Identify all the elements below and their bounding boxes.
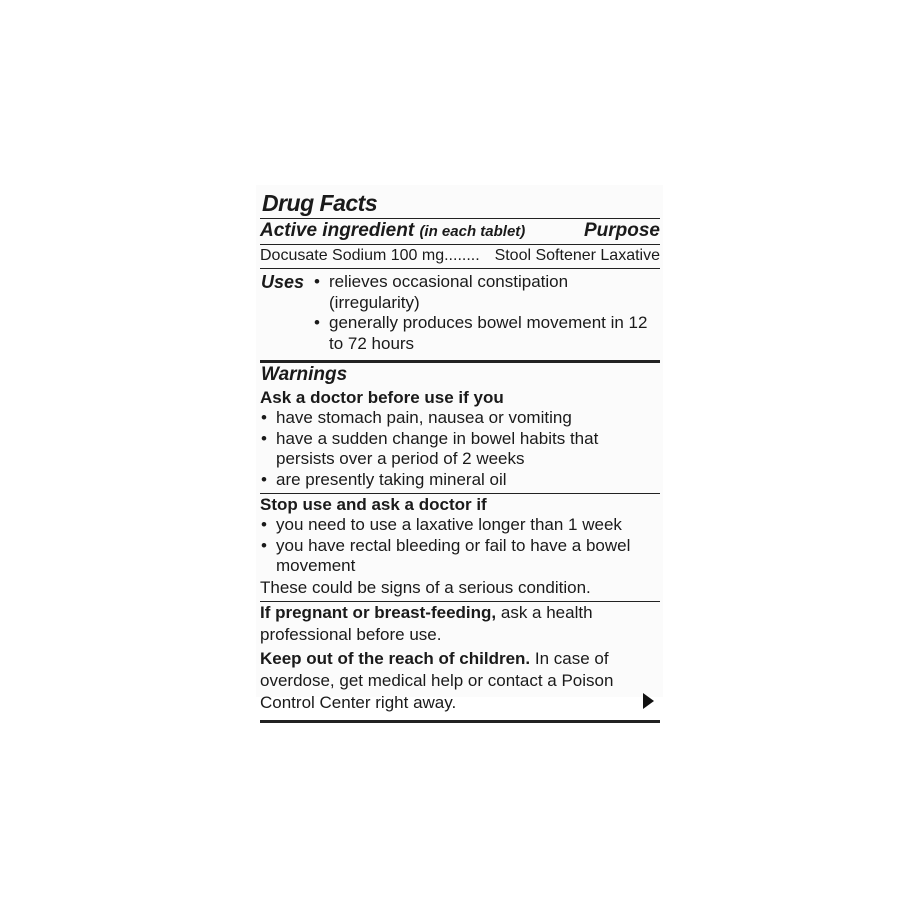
list-item: • have stomach pain, nausea or vomiting	[260, 408, 660, 429]
drug-facts-panel	[260, 185, 660, 723]
active-ingredient-header	[260, 219, 660, 244]
warnings-heading: Warnings	[261, 364, 348, 385]
list-item: • relieves occasional constipation (irregularity)	[313, 272, 660, 313]
list-item: • have a sudden change in bowel habits that persists over a period of 2 weeks	[260, 429, 660, 470]
uses-heading: Uses	[261, 272, 305, 292]
list-item: • you have rectal bleeding or fail to have a bowel movement	[260, 536, 660, 577]
uses-list	[313, 272, 660, 354]
divider	[260, 720, 660, 723]
pregnancy-lead: If pregnant or breast-feeding,	[260, 602, 497, 622]
list-item: • generally produces bowel movement in 12 to 72 hours	[313, 313, 660, 354]
children-text: In case of overdose, get medical help or contact a Poison Control Center right away.	[260, 648, 614, 712]
ingredient-purpose: Stool Softener Laxative	[494, 247, 660, 264]
stop-use-note: These could be signs of a serious condition.	[260, 577, 591, 597]
uses-section	[260, 272, 660, 354]
ask-doctor-title: Ask a doctor before use if you	[260, 388, 504, 407]
list-item: • you need to use a laxative longer than 1 week	[260, 515, 660, 536]
children-warning	[260, 648, 660, 714]
children-lead: Keep out of the reach of children.	[260, 648, 531, 668]
stop-use-title: Stop use and ask a doctor if	[260, 495, 487, 514]
purpose-heading: Purpose	[583, 220, 660, 241]
stop-use-list	[260, 515, 660, 577]
list-item: • are presently taking mineral oil	[260, 470, 660, 491]
ask-doctor-list	[260, 408, 660, 490]
active-ingredient-heading: Active ingredient	[260, 220, 415, 241]
drug-facts-title: Drug Facts	[262, 190, 378, 216]
continue-arrow-icon	[643, 693, 654, 709]
ingredient-row	[260, 245, 660, 268]
pregnancy-text: ask a health professional before use.	[260, 602, 593, 644]
active-ingredient-note: (in each tablet)	[419, 223, 526, 240]
drug-facts-label	[256, 185, 663, 712]
pregnancy-warning	[260, 602, 660, 646]
divider	[260, 268, 660, 269]
ingredient-name: Docusate Sodium 100 mg........	[260, 247, 480, 264]
